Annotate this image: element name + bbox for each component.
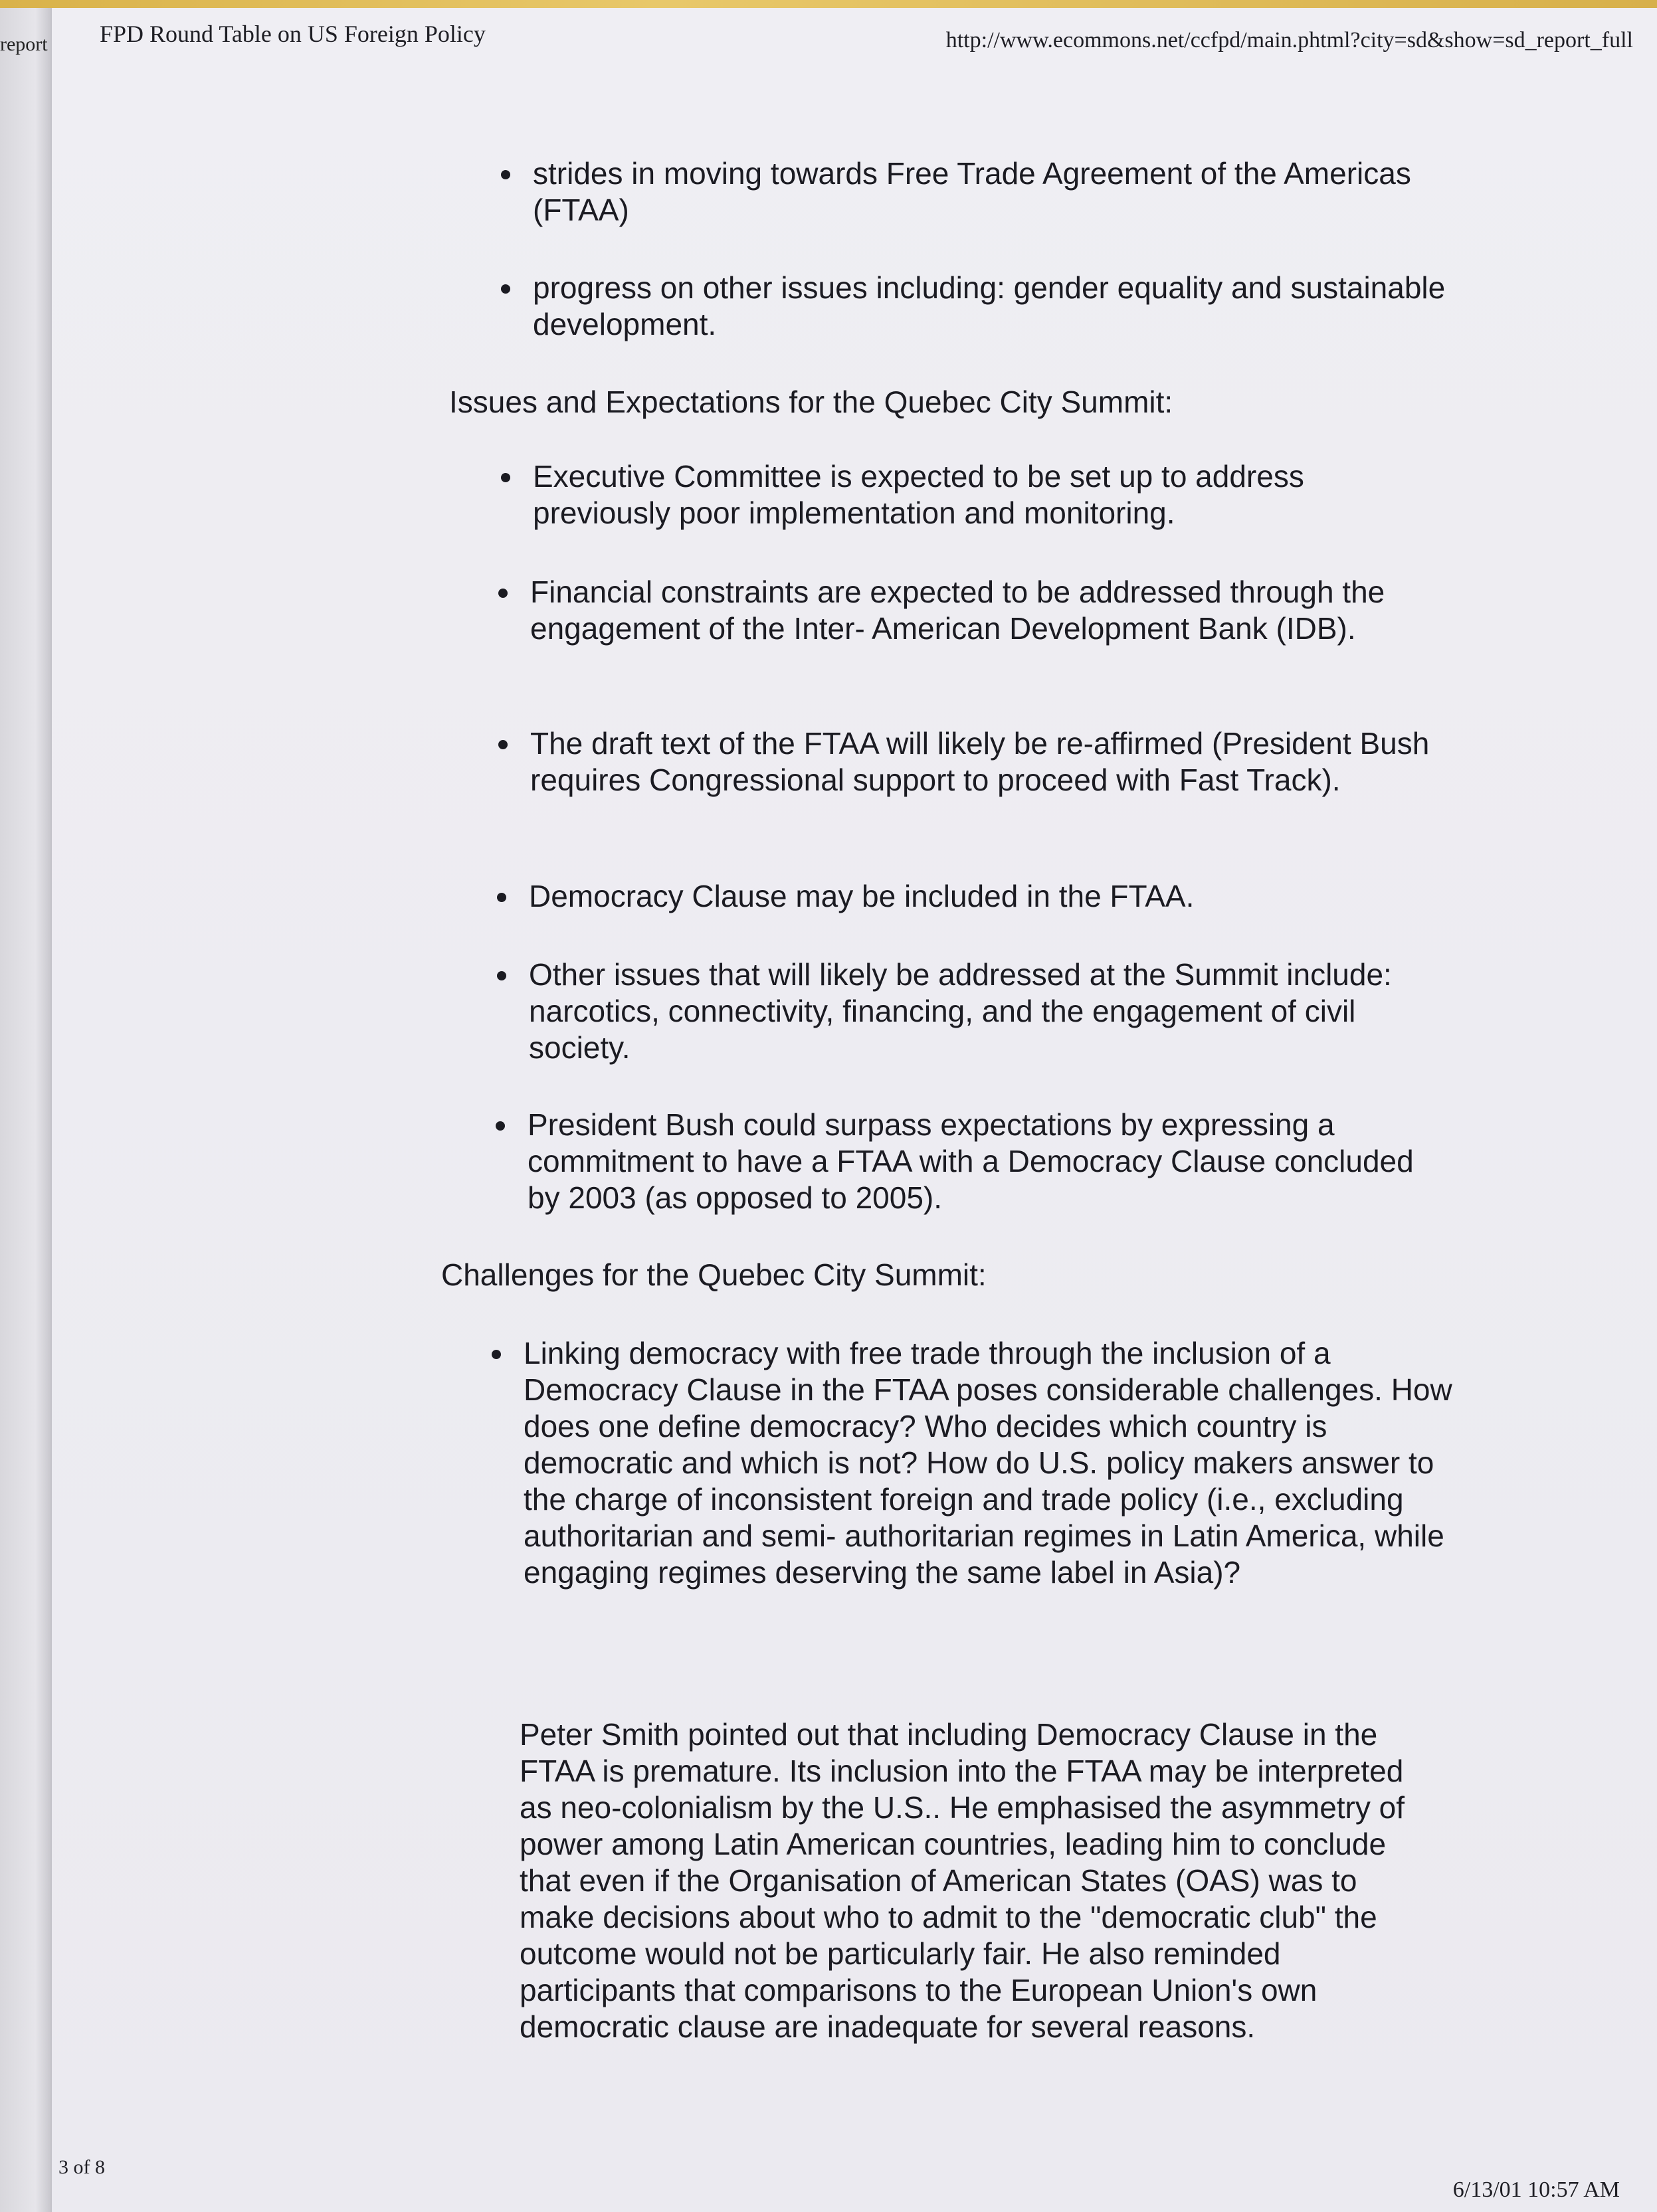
document-page <box>52 8 1657 2212</box>
bullet-icon <box>496 1121 505 1131</box>
list-item: President Bush could surpass expectations by expressing a commitment to have a FTAA with a Democracy Clause concluded by 2003 (as opposed to 2005). <box>528 1107 1444 1216</box>
bullet-icon <box>501 170 510 179</box>
print-datetime: 6/13/01 10:57 AM <box>1452 2177 1620 2202</box>
section-heading: Issues and Expectations for the Quebec City Summit: <box>449 385 1173 419</box>
adjacent-page-label: report <box>0 33 48 55</box>
bullet-icon <box>501 473 510 482</box>
body-paragraph: Peter Smith pointed out that including Democracy Clause in the FTAA is premature. Its inclusion into the FTAA may be interpreted as neo-colonialism by the U.S.. He emphasised the asymmetry of power among Latin American countries, leading him to conclude that even if the Organisation of American States (OAS) was to make decisions about who to admit to the "democratic club" the outcome would not be particularly fair. He also reminded participants that comparisons to the European Union's own democratic clause are inadequate for several reasons. <box>520 1717 1405 2044</box>
page-number: 3 of 8 <box>58 2156 105 2178</box>
list-item: progress on other issues including: gender equality and sustainable development. <box>533 270 1450 343</box>
bullet-icon <box>497 971 506 980</box>
section-heading: Challenges for the Quebec City Summit: <box>441 1257 987 1292</box>
list-item: Linking democracy with free trade through the inclusion of a Democracy Clause in the FTAA poses considerable challenges. How does one define democracy? Who decides which country is democratic and which is not? How do U.S. policy makers answer to the charge of inconsistent foreign and trade policy (i.e., excluding authoritarian and semi- authoritarian regimes in Latin America, while engaging regimes deserving the same label in Asia)? <box>524 1335 1454 1591</box>
header-title: FPD Round Table on US Foreign Policy <box>100 21 486 47</box>
bullet-icon <box>497 893 506 902</box>
list-item: Democracy Clause may be included in the FTAA. <box>529 878 1446 915</box>
list-item: Executive Committee is expected to be set up to address previously poor implementation and monitoring. <box>533 458 1450 531</box>
page-edge <box>0 0 1657 8</box>
adjacent-page-strip <box>0 8 52 2212</box>
list-item: The draft text of the FTAA will likely be re-affirmed (President Bush requires Congressional support to proceed with Fast Track). <box>530 725 1447 798</box>
bullet-icon <box>498 740 508 749</box>
header-url: http://www.ecommons.net/ccfpd/main.phtml?city=sd&show=sd_report_full <box>945 28 1633 52</box>
list-item: strides in moving towards Free Trade Agreement of the Americas (FTAA) <box>533 155 1450 229</box>
bullet-icon <box>501 284 510 294</box>
list-item: Financial constraints are expected to be addressed through the engagement of the Inter- American Development Bank (IDB). <box>530 574 1447 647</box>
list-item: Other issues that will likely be addressed at the Summit include: narcotics, connectivity, financing, and the engagement of civil society. <box>529 957 1446 1066</box>
bullet-icon <box>492 1350 501 1359</box>
bullet-icon <box>498 589 508 598</box>
